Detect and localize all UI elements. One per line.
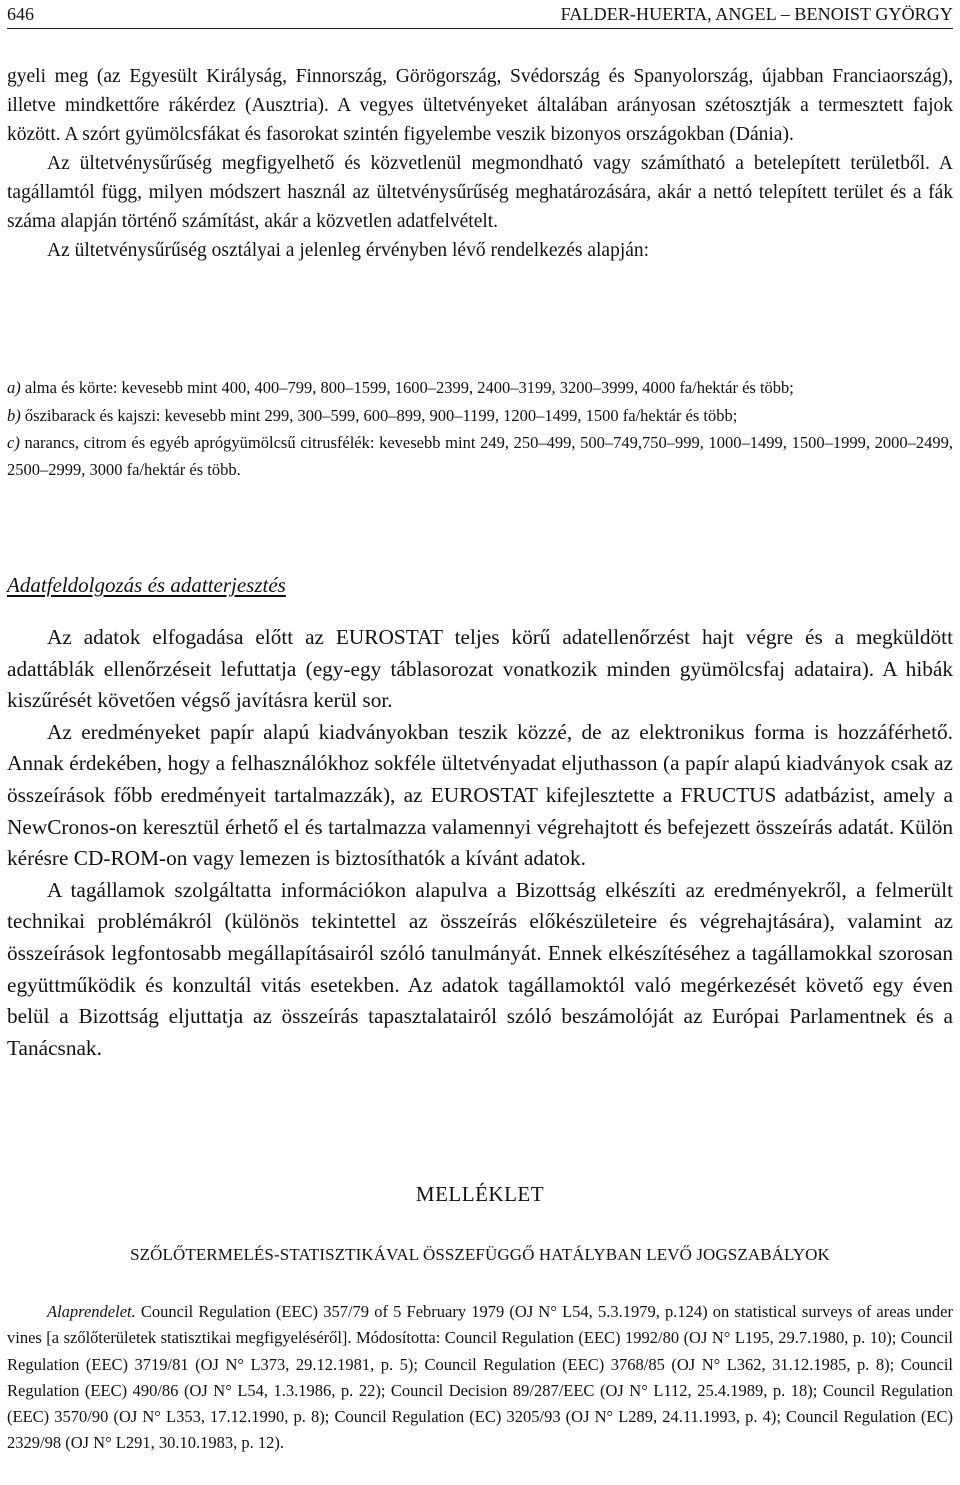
running-header [7, 2, 953, 29]
paragraph: A tagállamok szolgáltatta információkon alapulva a Bizottság elkészíti az eredményekről, a felmerült technikai problémákról (különös tekintettel az összeírás előkészületeire és végrehajtására), valamint az összeírások legfontosabb megállapításairól szóló tanulmányát. Ennek elkészítéséhez a tagállamokkal szorosan együttműködik és konzultál vitás esetekben. Az adatok tagállamoktól való megérkezését követő egy éven belül a Bizottság eljuttatja az összeírás tapasztalatairól szóló beszámolóját az Európai Parlamentnek és a Tanácsnak. [7, 877, 953, 1060]
paragraph: Az ültetvénysűrűség osztályai a jelenleg érvényben lévő rendelkezés alapján: [47, 240, 650, 261]
annex-lead: Alaprendelet. [47, 1302, 136, 1321]
list-item-text: narancs, citrom és egyéb aprógyümölcsű citrusfélék: kevesebb mint 249, 250–499, 500–749,750–999, 1000–1499, 1500–1999, 2000–2499, 2500–2999, 3000 fa/hektár és több. [7, 433, 953, 479]
list-item [7, 430, 953, 483]
section-body [7, 622, 953, 1064]
paragraph: gyeli meg (az Egyesült Királyság, Finnország, Görögország, Svédország és Spanyolország, újabban Franciaország), illetve mindkettőre rákérdez (Ausztria). A vegyes ültetvényeket általában arányosan szétosztják a termesztett fajok között. A szórt gyümölcsfákat és fasorokat szintén figyelembe veszik bizonyos országokban (Dánia). [7, 66, 953, 145]
page-number: 646 [7, 4, 34, 24]
list-item [7, 375, 953, 402]
intro-text [7, 62, 953, 265]
paragraph: Az ültetvénysűrűség megfigyelhető és közvetlenül megmondható vagy számítható a betelepített területből. A tagállamtól függ, milyen módszert használ az ültetvénysűrűség meghatározására, akár a nettó telepített terület és a fák száma alapján történő számítást, akár a közvetlen adatfelvételt. [7, 153, 953, 232]
annex-title: MELLÉKLET [415, 1182, 545, 1206]
annex-text: Council Regulation (EEC) 357/79 of 5 February 1979 (OJ N° L54, 5.3.1979, p.124) on statistical surveys of areas under vines [a szőlőterületek statisztikai megfigyeléséről]. Módosította: Council Regulation (EEC) 1992/80 (OJ N° L195, 29.7.1980, p. 10); Council Regulation (EEC) 3719/81 (OJ N° L373, 29.12.1981, p. 5); Council Regulation (EEC) 3768/85 (OJ N° L362, 31.12.1985, p. 8); Council Regulation (EEC) 490/86 (OJ N° L54, 1.3.1986, p. 22); Council Decision 89/287/EEC (OJ N° L112, 25.4.1989, p. 18); Council Regulation (EEC) 3570/90 (OJ N° L353, 17.12.1990, p. 8); Council Regulation (EC) 3205/93 (OJ N° L289, 24.11.1993, p. 4); Council Regulation (EC) 2329/98 (OJ N° L291, 30.10.1983, p. 12). [7, 1302, 953, 1453]
paragraph: Az eredményeket papír alapú kiadványokban teszik közzé, de az elektronikus forma is hozzáférhető. Annak érdekében, hogy a felhasználókhoz sokféle ültetvényadat eljuthasson (a papír alapú kiadványok csak az összeírások főbb eredményeit tartalmazzák), az EUROSTAT kifejlesztette a FRUCTUS adatbázist, amely a NewCronos-on keresztül érhető el és tartalmazza valamennyi végrehajtott és befejezett összeírás adatát. Külön kérésre CD-ROM-on vagy lemezen is biztosíthatók a kívánt adatok. [7, 719, 953, 871]
running-title: FALDER-HUERTA, ANGEL – BENOIST GYÖRGY [560, 4, 953, 24]
list-item-text: alma és körte: kevesebb mint 400, 400–799, 800–1599, 1600–2399, 2400–3199, 3200–3999, 4000 fa/hektár és több; [20, 378, 794, 397]
annex-body [7, 1299, 953, 1457]
annex-subtitle: SZŐLŐTERMELÉS-STATISZTIKÁVAL ÖSSZEFÜGGŐ HATÁLYBAN LEVŐ JOGSZABÁLYOK [130, 1245, 830, 1264]
list-marker: c) [7, 433, 20, 452]
paragraph [7, 1299, 953, 1457]
density-class-list [7, 375, 953, 484]
list-marker: b) [7, 405, 21, 425]
paragraph: Az adatok elfogadása előtt az EUROSTAT teljes körű adatellenőrzést hajt végre és a megküldött adattáblák ellenőrzéseit lefuttatja (egy-egy táblasorozat vonatkozik minden gyümölcsfaj adataira). A hibák kiszűrését követően végső javításra kerül sor. [7, 625, 953, 713]
list-item [7, 403, 953, 430]
list-item-text: őszibarack és kajszi: kevesebb mint 299, 300–599, 600–899, 900–1199, 1200–1499, 1500 fa/hektár és több; [20, 405, 738, 425]
list-marker: a) [7, 378, 21, 397]
section-heading: Adatfeldolgozás és adatterjesztés [7, 573, 286, 597]
